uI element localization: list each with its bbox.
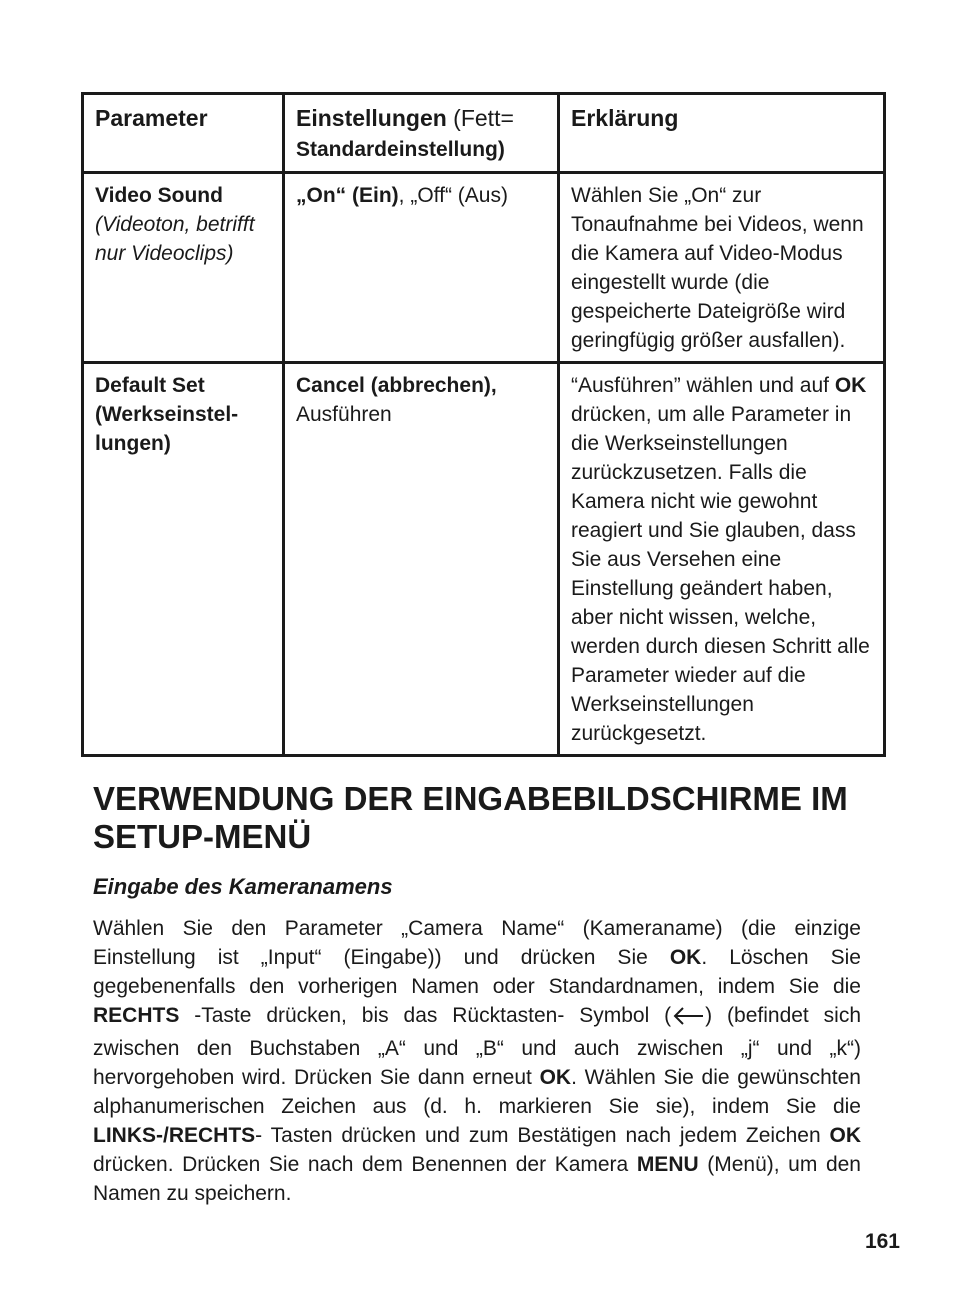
settings-options: Ausführen <box>296 403 392 426</box>
explanation-post: drücken, um alle Parameter in die Werkseinstellungen zurückzusetzen. Falls die Kamera nicht wie gewohnt reagiert und Sie glauben, dass Sie aus Versehen eine Einstellung geändert haben, aber nicht wissen, welche, werden durch diesen Schritt alle Parameter wieder auf die Werkseinstellungen zurückgesetzt. <box>571 403 870 745</box>
header-settings-line2: Standardeinstellung) <box>296 138 505 161</box>
explanation-pre: “Ausführen” wählen und auf <box>571 374 835 397</box>
body-text: . Löschen Sie gegebenenfalls den vorherigen Namen oder Standardnamen, indem Sie die <box>93 946 861 998</box>
parameter-table <box>81 92 886 757</box>
body-text: (Menü), um den Namen zu speichern. <box>93 1153 861 1205</box>
param-cell <box>83 173 284 363</box>
subsection-title: Eingabe des Kameranamens <box>93 874 393 899</box>
explanation-cell: Wählen Sie „On“ zur Tonaufnahme bei Videos, wenn die Kamera auf Video-Modus eingestellt wurde (die gespeicherte Dateigröße wird geringfügig größer ausfallen). <box>559 173 885 363</box>
key-rechts: RECHTS <box>93 1004 180 1027</box>
page-number: 161 <box>864 1230 900 1253</box>
table-row <box>83 173 885 363</box>
key-menu: MENU <box>636 1153 699 1176</box>
section-title: VERWENDUNG DER EINGABEBILDSCHIRME IM SETUP-MENÜ <box>93 780 848 855</box>
body-paragraph <box>93 914 861 1208</box>
header-settings-rest: (Fett= <box>446 105 514 131</box>
body-text: ) (befindet sich zwischen den Buchstaben „A“ und „B“ und auch zwischen „j“ und „k“) hervorgehoben wird. Drücken Sie dann erneut <box>93 1004 861 1089</box>
explanation-ok: OK <box>834 374 867 397</box>
param-note: (Videoton, betrifft nur Videoclips) <box>95 213 255 265</box>
header-settings-bold: Einstellungen <box>296 105 447 131</box>
header-explanation: Erklärung <box>559 94 885 173</box>
settings-options: , „Off“ (Aus) <box>398 184 508 207</box>
key-ok: OK <box>829 1124 861 1147</box>
table-header-row <box>83 94 885 173</box>
param-name: Video Sound <box>95 184 223 207</box>
settings-default: „On“ (Ein) <box>296 184 399 207</box>
settings-cell <box>284 363 559 756</box>
table-row <box>83 363 885 756</box>
backspace-arrow-icon <box>671 1005 705 1034</box>
body-text: - Tasten drücken und zum Bestätigen nach jedem Zeichen <box>255 1124 830 1147</box>
param-cell <box>83 363 284 756</box>
body-text: . Wählen Sie die gewünschten alphanumerischen Zeichen aus (d. h. markieren Sie sie), indem Sie die <box>93 1066 861 1118</box>
param-name: Default Set (Werkseinstel-lungen) <box>95 374 239 455</box>
body-text: Wählen Sie den Parameter „Camera Name“ (Kameraname) (die einzige Einstellung ist „Input“ (Eingabe)) und drücken Sie <box>93 917 861 969</box>
header-parameter: Parameter <box>83 94 284 173</box>
key-links-rechts: LINKS-/RECHTS <box>93 1124 256 1147</box>
explanation-cell <box>559 363 885 756</box>
body-text: -Taste drücken, bis das Rücktasten- Symbol ( <box>179 1004 672 1027</box>
settings-cell <box>284 173 559 363</box>
key-ok: OK <box>669 946 702 969</box>
key-ok: OK <box>539 1066 572 1089</box>
settings-default: Cancel (abbrechen), <box>296 374 497 397</box>
body-text: drücken. Drücken Sie nach dem Benennen der Kamera <box>93 1153 637 1176</box>
header-settings <box>284 94 559 173</box>
